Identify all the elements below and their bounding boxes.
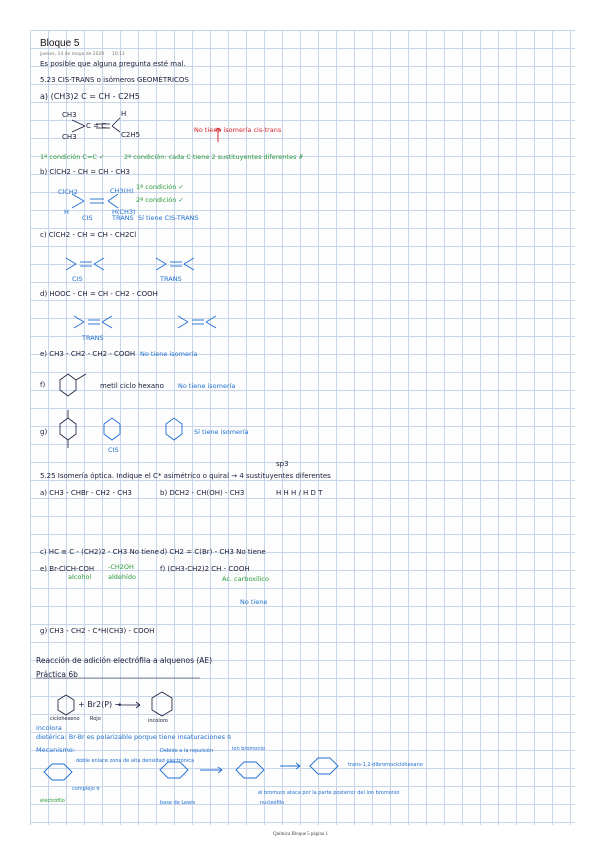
item-525-d: d) CH2 = C(Br) - CH3 No tiene [160,548,266,556]
a-ch3-top: CH3 [62,111,77,119]
mech-electrophile: electrófilo [40,798,65,804]
mech-base: base de Lewis [160,800,196,806]
b-trans: TRANS [112,214,134,222]
a-double-bond: C = C [86,122,107,130]
a-cond2: 2ª condición: cada C tiene 2 sustituyentes diferentes ✗ [124,153,304,161]
item-525-f: f) (CH3-CH2)2 CH - COOH [160,565,250,573]
section-523-heading: 5.23 CIS-TRANS o isómeros GEOMÉTRICOS [40,76,189,84]
a-h: H [121,110,127,118]
item-525-g: g) CH3 - CH2 - C*H(CH3) - COOH [40,627,155,635]
f-name: metil ciclo hexano [100,382,164,390]
b-hdt: H H H / H D T [276,489,323,497]
e-note: No tiene isomería [140,350,198,358]
mech-bromonium: ion bromonio [232,746,265,752]
item-f-label: f) [40,381,46,389]
b-left-h: H [64,208,69,216]
b-cond1: 1ª condición ✓ [136,183,184,191]
e-choh: -CH2OH [108,563,134,571]
mechanism-label: Mecanismo: [36,746,75,754]
item-d-formula: d) HOOC - CH = CH - CH2 - COOH [40,290,158,298]
e-alcohol: alcohol [68,573,92,581]
c-cis: CIS [72,275,83,283]
b-cis: CIS [82,214,93,222]
reaction-equation: + Br2(P) → [78,700,122,709]
mech-nucleophile: nucleófilo [260,800,285,806]
page-title: Bloque 5 [40,38,80,49]
e-aldehido: aldehído [108,573,136,581]
red-label: Rojo [90,716,101,722]
item-525-a: a) CH3 - CHBr - CH2 - CH3 [40,489,132,497]
b-right-bottom: H(CH3) [112,208,136,216]
item-b-formula: b) ClCH2 - CH = CH - CH3 [40,168,131,176]
item-a-formula: a) (CH3)2 C = CH - C2H5 [40,92,140,101]
reaction-line1: incolora [36,724,62,732]
g-cis: CIS [108,446,119,454]
intro-note: Es posible que alguna pregunta esté mal. [40,60,186,68]
f-acid: Ac. carboxílico [222,575,269,583]
b-note: Sí tiene CIS-TRANS [138,214,199,222]
reaction-line2: dietérica: Br-Br es polarizable porque tiene insaturaciones π [36,733,231,741]
a-c2h5: C2H5 [121,131,141,139]
a-note: No tiene isomería cis-trans [194,126,282,134]
item-525-c: c) HC ≡ C - (CH2)2 - CH3 No tiene [40,548,159,556]
b-cond2: 2ª condición ✓ [136,196,184,204]
a-ch3-bottom: CH3 [62,133,77,141]
item-525-b: b) DCH2 - CH(OH) - CH3 [160,489,245,497]
b-left-top: ClCH2 [58,188,78,196]
c-trans: TRANS [160,275,182,283]
cyclohexene-label: ciclohexeno [50,716,80,722]
item-525-e: e) Br-ClCH-COH [40,565,95,573]
d-trans: TRANS [82,334,104,342]
mech-attack: el bromuro ataca por la parte posterior del ion bromonio [258,790,400,796]
g-note: Sí tiene isomería [194,428,249,436]
sp3-label: sp3 [276,460,289,468]
item-g-label: g) [40,428,48,436]
mech-density: doble enlace zona de alta densidad electrónica [76,758,195,764]
mech-product: trans-1,2-dibromociclohexano [348,762,423,768]
reaction-heading: Reacción de adición electrófila a alquenos (AE) [36,656,213,665]
page-footer: Química Bloque 5 página 1 [273,832,328,837]
colorless-label: incoloro [148,718,168,724]
mech-step2: Debido a la repulsión [160,748,213,754]
b-right-top: CH3(H) [110,187,134,195]
section-525-heading: 5.25 Isomería óptica. Indique el C* asimétrico o quiral → 4 sustituyentes diferentes [40,472,331,480]
f-note-525: No tiene [240,598,268,606]
f-note: No tiene isomería [178,382,236,390]
page-date: jueves, 14 de mayo de 2020 [40,52,105,57]
item-e-formula: e) CH3 - CH2 - CH2 - COOH [40,350,136,358]
item-c-formula: c) ClCH2 - CH = CH - CH2Cl [40,231,137,239]
practice-label: Práctica 6b [36,670,78,679]
a-cond1: 1ª condición C=C ✓ [40,153,105,161]
mech-pi: complejo π [72,786,100,792]
page-time: 10:11 [112,52,125,57]
